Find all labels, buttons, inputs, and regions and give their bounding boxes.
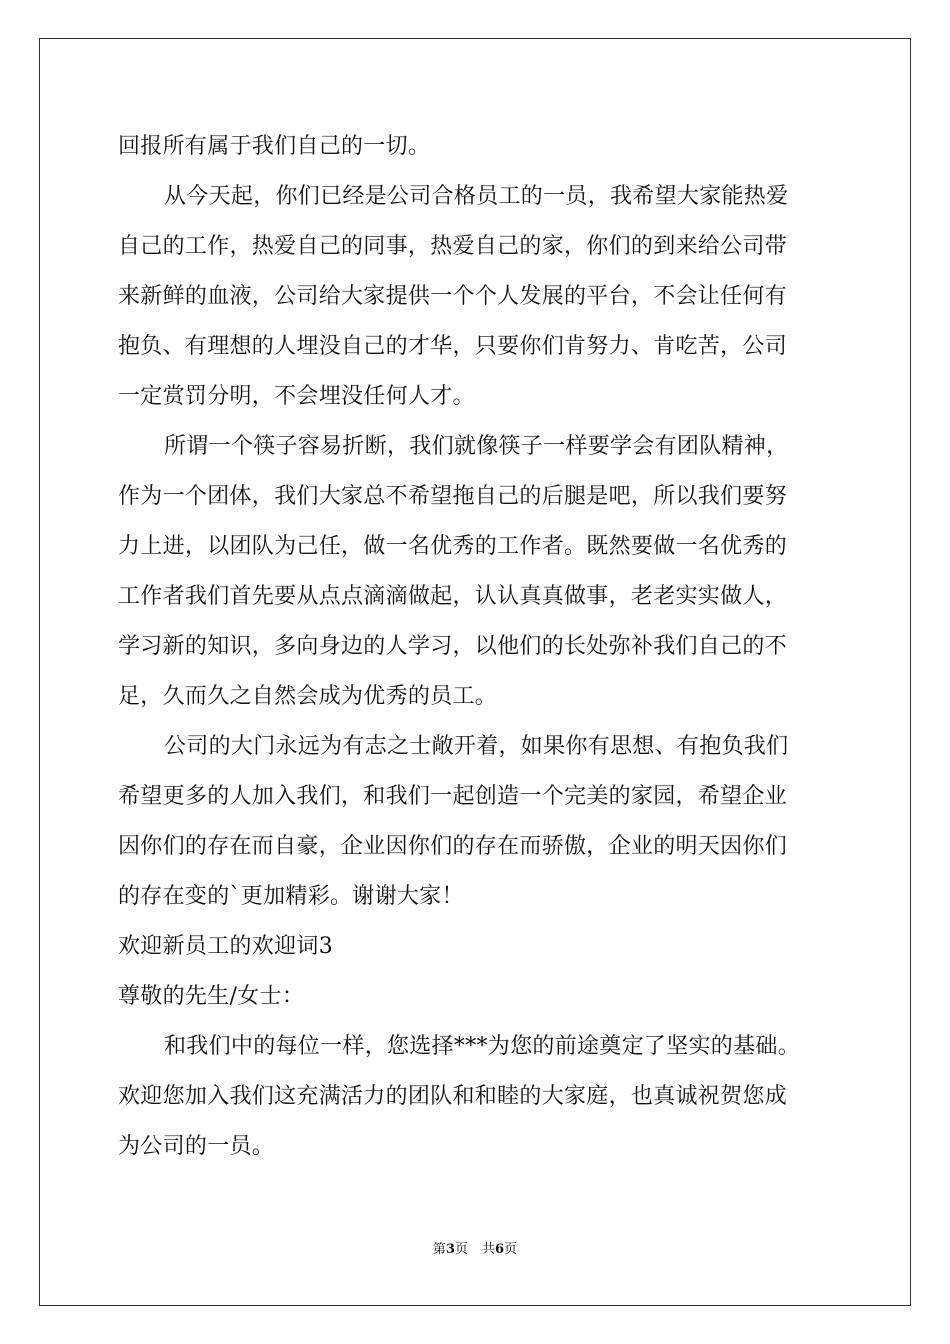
page-total: 6 (495, 1242, 505, 1257)
text-line: 一定赏罚分明，不会埋没任何人才。 (118, 384, 475, 409)
text-line: 学习新的知识，多向身边的人学习，以他们的长处弥补我们自己的不 (118, 634, 788, 659)
total-suffix: 页 (504, 1242, 518, 1257)
text-line: 为公司的一员。 (118, 1134, 275, 1159)
document-body (118, 130, 838, 1180)
text-line: 公司的大门永远为有志之士敞开着，如果你有思想、有抱负我们 (164, 734, 789, 759)
page-prefix: 第 (432, 1242, 446, 1257)
text-line: 的存在变的`更加精彩。谢谢大家！ (118, 884, 464, 909)
text-line: 希望更多的人加入我们，和我们一起创造一个完美的家园，希望企业 (118, 784, 788, 809)
text-line: 抱负、有理想的人埋没自己的才华，只要你们肯努力、肯吃苦，公司 (118, 334, 788, 359)
text-line: 力上进，以团队为己任，做一名优秀的工作者。既然要做一名优秀的 (118, 534, 788, 559)
text-line: 因你们的存在而自豪，企业因你们的存在而骄傲，企业的明天因你们 (118, 834, 788, 859)
total-prefix: 共 (482, 1242, 496, 1257)
text-line: 所谓一个筷子容易折断，我们就像筷子一样要学会有团队精神， (164, 434, 789, 459)
page-current: 3 (445, 1242, 455, 1257)
section-heading: 欢迎新员工的欢迎词3 (118, 934, 333, 959)
text-line: 作为一个团体，我们大家总不希望拖自己的后腿是吧，所以我们要努 (118, 484, 788, 509)
text-line: 欢迎您加入我们这充满活力的团队和和睦的大家庭，也真诚祝贺您成 (118, 1084, 788, 1109)
page-footer (0, 1241, 950, 1259)
text-line: 足，久而久之自然会成为优秀的员工。 (118, 684, 498, 709)
text-line: 工作者我们首先要从点点滴滴做起，认认真真做事，老老实实做人， (118, 584, 788, 609)
text-line: 从今天起，你们已经是公司合格员工的一员，我希望大家能热爱 (164, 184, 789, 209)
page-suffix: 页 (454, 1242, 468, 1257)
text-line: 来新鲜的血液，公司给大家提供一个个人发展的平台，不会让任何有 (118, 284, 788, 309)
text-line: 回报所有属于我们自己的一切。 (118, 134, 431, 159)
text-line: 和我们中的每位一样，您选择***为您的前途奠定了坚实的基础。 (164, 1034, 801, 1059)
salutation: 尊敬的先生/女士： (118, 984, 305, 1009)
text-line: 自己的工作，热爱自己的同事，热爱自己的家，你们的到来给公司带 (118, 234, 788, 259)
